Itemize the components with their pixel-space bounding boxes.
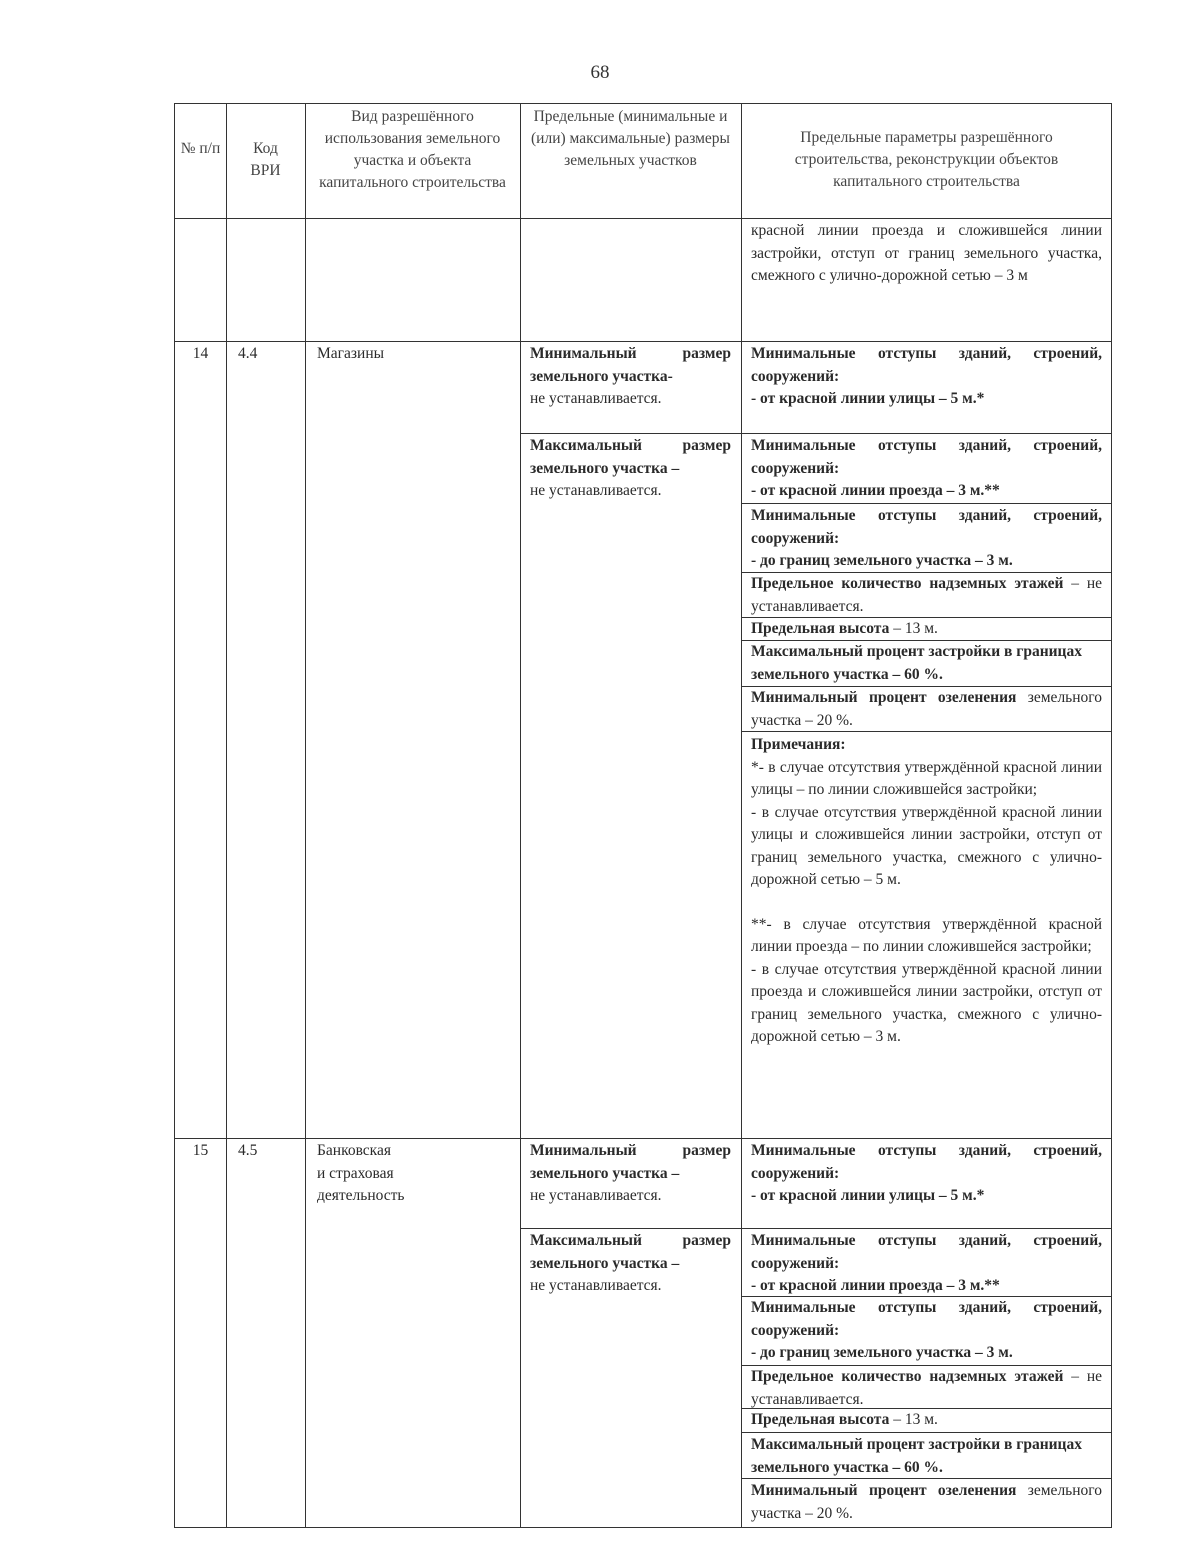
min-size-title: Минимальный размер земельного участка-	[530, 345, 731, 385]
cell-divider	[520, 433, 741, 434]
max-size-title: Максимальный размер земельного участка –	[530, 1232, 731, 1272]
cell-divider	[741, 503, 1111, 504]
page-number: 68	[590, 62, 610, 83]
row-15-code: 4.5	[238, 1142, 258, 1159]
param-value: земельного участка – 20 %.	[751, 689, 1103, 729]
row-15-param-setback-street	[741, 1140, 1112, 1208]
row-14-min-size	[520, 343, 741, 411]
param-value: - от красной линии проезда – 3 м.**	[751, 1277, 1000, 1294]
cell-divider	[741, 1432, 1111, 1433]
max-size-title: Максимальный размер земельного участка –	[530, 437, 731, 477]
note-spacer	[751, 892, 1102, 914]
row-14-number: 14	[192, 345, 209, 362]
row-14-param-greenery	[741, 687, 1112, 732]
row-14-param-setback-boundary	[741, 505, 1112, 573]
param-value: – 13 м.	[893, 620, 938, 637]
row-14-param-floors	[741, 573, 1112, 618]
param-title: Предельное количество надземных этажей	[751, 1368, 1064, 1385]
row-14-param-setback-driveway	[741, 435, 1112, 503]
row-15-use-name	[305, 1140, 520, 1208]
param-title: Предельное количество надземных этажей	[751, 575, 1064, 592]
note-item: *- в случае отсутствия утверждённой красной линии улицы – по линии сложившейся застройки;	[751, 758, 1102, 798]
param-value: - до границ земельного участка – 3 м.	[751, 552, 1013, 569]
param-title: Максимальный процент застройки в границах земельного участка	[751, 1436, 1082, 1476]
header-code: Код ВРИ	[250, 140, 281, 179]
param-title: Минимальные отступы зданий, строений, сооружений:	[751, 1299, 1102, 1339]
param-value: - до границ земельного участка – 3 м.	[751, 1344, 1013, 1361]
param-value: – не устанавливается.	[751, 1368, 1102, 1408]
note-item: - в случае отсутствия утверждённой красной линии проезда и сложившейся линии застройки, отступ от границ земельного участка, смежного с улично-дорожной сетью – 3 м.	[751, 960, 1102, 1045]
note-item: **- в случае отсутствия утверждённой красной линии проезда – по линии сложившейся застройки;	[751, 915, 1102, 955]
row-divider	[175, 341, 1111, 342]
row-14-param-setback-street	[741, 343, 1112, 411]
row-14-notes	[741, 734, 1112, 1049]
row-15-param-height	[741, 1409, 1112, 1432]
row-14-param-height	[741, 618, 1112, 641]
row-15-param-floors	[741, 1366, 1112, 1411]
param-value: - от красной линии проезда – 3 м.**	[751, 482, 1000, 499]
row-15-param-greenery	[741, 1480, 1112, 1525]
zoning-table	[174, 103, 1112, 1528]
use-name-line: и страховая	[317, 1164, 394, 1182]
min-size-value: не устанавливается.	[530, 1187, 662, 1204]
header-num: № п/п	[180, 140, 221, 157]
max-size-value: не устанавливается.	[530, 1277, 662, 1294]
max-size-value: не устанавливается.	[530, 482, 662, 499]
header-divider	[175, 218, 1111, 219]
min-size-value: не устанавливается.	[530, 390, 662, 407]
use-name-line: деятельность	[317, 1187, 405, 1204]
param-value: – не устанавливается.	[751, 575, 1102, 615]
row-15-min-size	[520, 1140, 741, 1208]
row-15-param-setback-driveway	[741, 1230, 1112, 1298]
param-title: Минимальный процент озеленения	[751, 1482, 1017, 1499]
param-title: Предельная высота	[751, 1411, 890, 1428]
param-title: Минимальный процент озеленения	[751, 689, 1017, 706]
row-14-max-size	[520, 435, 741, 503]
continuation-text: красной линии проезда и сложившейся линии застройки, отступ от границ земельного участка, смежного с улично-дорожной сетью – 3 м	[751, 222, 1102, 284]
row-15-param-coverage	[741, 1434, 1112, 1479]
column-divider	[305, 104, 306, 1527]
param-title: Минимальные отступы зданий, строений, сооружений:	[751, 1232, 1102, 1272]
param-title: Максимальный процент застройки в границах земельного участка	[751, 643, 1082, 683]
row-14-code: 4.4	[238, 345, 258, 362]
notes-title: Примечания:	[751, 736, 846, 753]
note-item: - в случае отсутствия утверждённой красной линии улицы и сложившейся линии застройки, отступ от границ земельного участка, смежного с улично-дорожной сетью – 5 м.	[751, 803, 1102, 888]
row-14-param-coverage	[741, 641, 1112, 686]
param-value: – 60 %.	[892, 665, 943, 683]
cell-divider	[741, 731, 1111, 732]
param-value: - от красной линии улицы – 5 м.*	[751, 1187, 985, 1204]
header-use-type: Вид разрешённого использования земельного участка и объекта капитального строительства	[319, 108, 506, 191]
row-divider	[175, 1138, 1111, 1139]
param-title: Минимальные отступы зданий, строений, сооружений:	[751, 507, 1102, 547]
cell-divider	[741, 1228, 1111, 1229]
cell-divider	[741, 433, 1111, 434]
row-15-param-setback-boundary	[741, 1297, 1112, 1365]
cell-divider	[741, 1478, 1111, 1479]
header-params: Предельные параметры разрешённого строительства, реконструкции объектов капитального строительства	[794, 129, 1059, 190]
param-value: - от красной линии улицы – 5 м.*	[751, 390, 985, 407]
min-size-title: Минимальный размер земельного участка –	[530, 1142, 731, 1182]
param-value: – 13 м.	[893, 1411, 938, 1428]
column-divider	[226, 104, 227, 1527]
param-value: – 60 %.	[892, 1458, 943, 1476]
param-title: Минимальные отступы зданий, строений, сооружений:	[751, 1142, 1102, 1182]
param-title: Минимальные отступы зданий, строений, сооружений:	[751, 345, 1102, 385]
param-title: Предельная высота	[751, 620, 890, 637]
row-15-max-size	[520, 1230, 741, 1298]
param-title: Минимальные отступы зданий, строений, сооружений:	[751, 437, 1102, 477]
use-name-line: Банковская	[317, 1142, 391, 1159]
row-14-use-name: Магазины	[317, 345, 385, 362]
column-divider	[520, 104, 521, 1527]
cell-divider	[520, 1228, 741, 1229]
param-value: земельного участка – 20 %.	[751, 1482, 1103, 1522]
header-size: Предельные (минимальные и (или) максимальные) размеры земельных участков	[531, 108, 730, 169]
row-15-number: 15	[192, 1142, 209, 1159]
